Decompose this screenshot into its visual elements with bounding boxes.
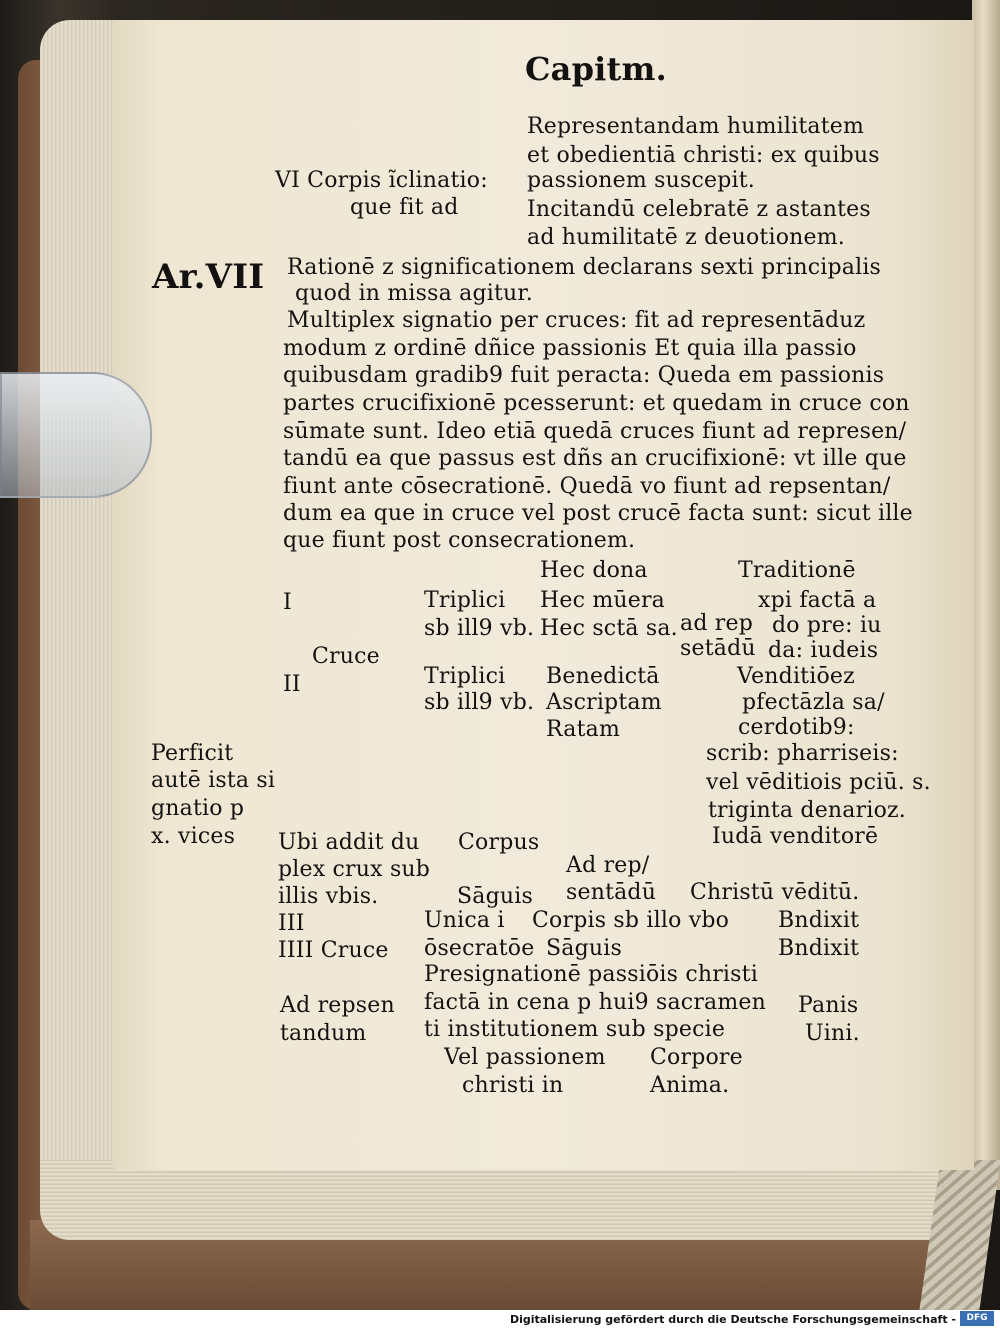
text-line: que fiunt post consecrationem. xyxy=(283,528,636,553)
text-line: VI Corpis ĩclinatio: xyxy=(275,168,488,193)
text-line: Traditionē xyxy=(738,558,856,583)
text-line: Corpore xyxy=(650,1045,743,1070)
text-line: Triplici xyxy=(424,664,506,689)
text-line: Ascriptam xyxy=(546,690,662,715)
text-line: Vel passionem xyxy=(444,1045,606,1070)
text-line: IIII Cruce xyxy=(278,938,389,963)
text-line: illis vbis. xyxy=(278,884,379,909)
text-line: Corpus xyxy=(458,830,540,855)
text-line: fiunt ante cōsecrationē. Quedā vo fiunt ad repsentan/ xyxy=(283,474,891,499)
text-line: Sāguis xyxy=(546,936,622,961)
text-line: Rationē z significationem declarans sexti principalis xyxy=(287,255,882,280)
text-line: christi in xyxy=(462,1073,564,1098)
dfg-logo: DFG xyxy=(960,1311,994,1326)
text-line: Ad repsen xyxy=(280,993,395,1018)
text-line: cerdotib9: xyxy=(738,715,855,740)
text-line: sb ill9 vb. xyxy=(424,616,535,641)
text-line: Presignationē passiōis christi xyxy=(424,962,758,987)
text-line: I xyxy=(283,590,292,615)
text-line: Representandam humilitatem xyxy=(527,114,865,139)
text-line: Sāguis xyxy=(457,884,533,909)
text-line: Bndixit xyxy=(778,936,860,961)
text-line: Incitandū celebratē z astantes xyxy=(527,197,871,222)
text-line: da: iudeis xyxy=(768,638,879,663)
text-line: Venditiōez xyxy=(737,664,855,689)
text-line: Ar.VII xyxy=(152,257,265,297)
text-line: pfectāzla sa/ xyxy=(742,690,885,715)
text-line: III xyxy=(278,911,305,936)
text-line: plex crux sub xyxy=(278,857,431,882)
text-line: Cruce xyxy=(312,644,380,669)
text-line: gnatio p xyxy=(151,796,245,821)
text-line: Corpis sb illo vbo xyxy=(532,908,730,933)
text-line: sb ill9 vb. xyxy=(424,690,535,715)
text-line: quod in missa agitur. xyxy=(295,281,533,306)
text-line: Uini. xyxy=(805,1021,860,1046)
text-line: Panis xyxy=(798,993,859,1018)
text-line: Iudā venditorē xyxy=(712,824,879,849)
page-block-bottom xyxy=(40,1160,960,1240)
text-line: ad rep xyxy=(680,611,754,636)
footer-credit: Digitalisierung gefördert durch die Deutsche Forschungsgemeinschaft - xyxy=(509,1313,956,1326)
text-line: triginta denarioz. xyxy=(708,798,907,823)
glass-page-clamp xyxy=(0,372,152,498)
text-line: scrib: pharriseis: xyxy=(706,741,899,766)
text-line: ti institutionem sub specie xyxy=(424,1017,726,1042)
page-heading: Capitm. xyxy=(525,50,667,88)
text-line: Triplici xyxy=(424,588,506,613)
text-line: Unica i xyxy=(424,908,505,933)
text-line: sentādū xyxy=(566,880,657,905)
text-line: setādū xyxy=(680,636,756,661)
text-line: x. vices xyxy=(151,824,236,849)
text-line: sūmate sunt. Ideo etiā quedā cruces fiunt ad represen/ xyxy=(283,419,907,444)
text-line: tandū ea que passus est dñs an crucifixionē: vt ille que xyxy=(283,446,907,471)
text-line: Christū vēditū. xyxy=(690,880,860,905)
text-line: Ubi addit du xyxy=(278,830,420,855)
text-line: passionem suscepit. xyxy=(527,168,755,193)
text-line: II xyxy=(283,672,301,697)
text-line: xpi factā a xyxy=(758,588,877,613)
text-line: Anima. xyxy=(650,1073,730,1098)
text-line: Bndixit xyxy=(778,908,860,933)
text-line: ōsecratōe xyxy=(424,936,535,961)
text-line: Hec mūera xyxy=(540,588,666,613)
text-line: Perficit xyxy=(151,741,234,766)
text-line: modum z ordinē dñice passionis Et quia illa passio xyxy=(283,336,857,361)
text-line: ad humilitatē z deuotionem. xyxy=(527,225,845,250)
text-line: autē ista si xyxy=(151,768,276,793)
text-line: vel vēditiois pciū. s. xyxy=(706,770,931,795)
text-line: et obedientiā christi: ex quibus xyxy=(527,143,880,168)
text-line: quibusdam gradib9 fuit peracta: Queda em passionis xyxy=(283,363,885,388)
text-line: Hec sctā sa. xyxy=(540,616,678,641)
text-line: Benedictā xyxy=(546,664,660,689)
text-line: partes crucifixionē pcesserunt: et quedam in cruce con xyxy=(283,391,910,416)
facing-page-edge xyxy=(972,0,1000,1190)
text-line: do pre: iu xyxy=(772,613,882,638)
text-line: Multiplex signatio per cruces: fit ad representāduz xyxy=(287,308,866,333)
text-line: Ad rep/ xyxy=(566,853,650,878)
text-line: Hec dona xyxy=(540,558,648,583)
text-line: tandum xyxy=(280,1021,367,1046)
text-line: factā in cena p hui9 sacramen xyxy=(424,990,766,1015)
text-line: Ratam xyxy=(546,717,621,742)
text-line: dum ea que in cruce vel post crucē facta sunt: sicut ille xyxy=(283,501,913,526)
text-line: que fit ad xyxy=(350,195,459,220)
